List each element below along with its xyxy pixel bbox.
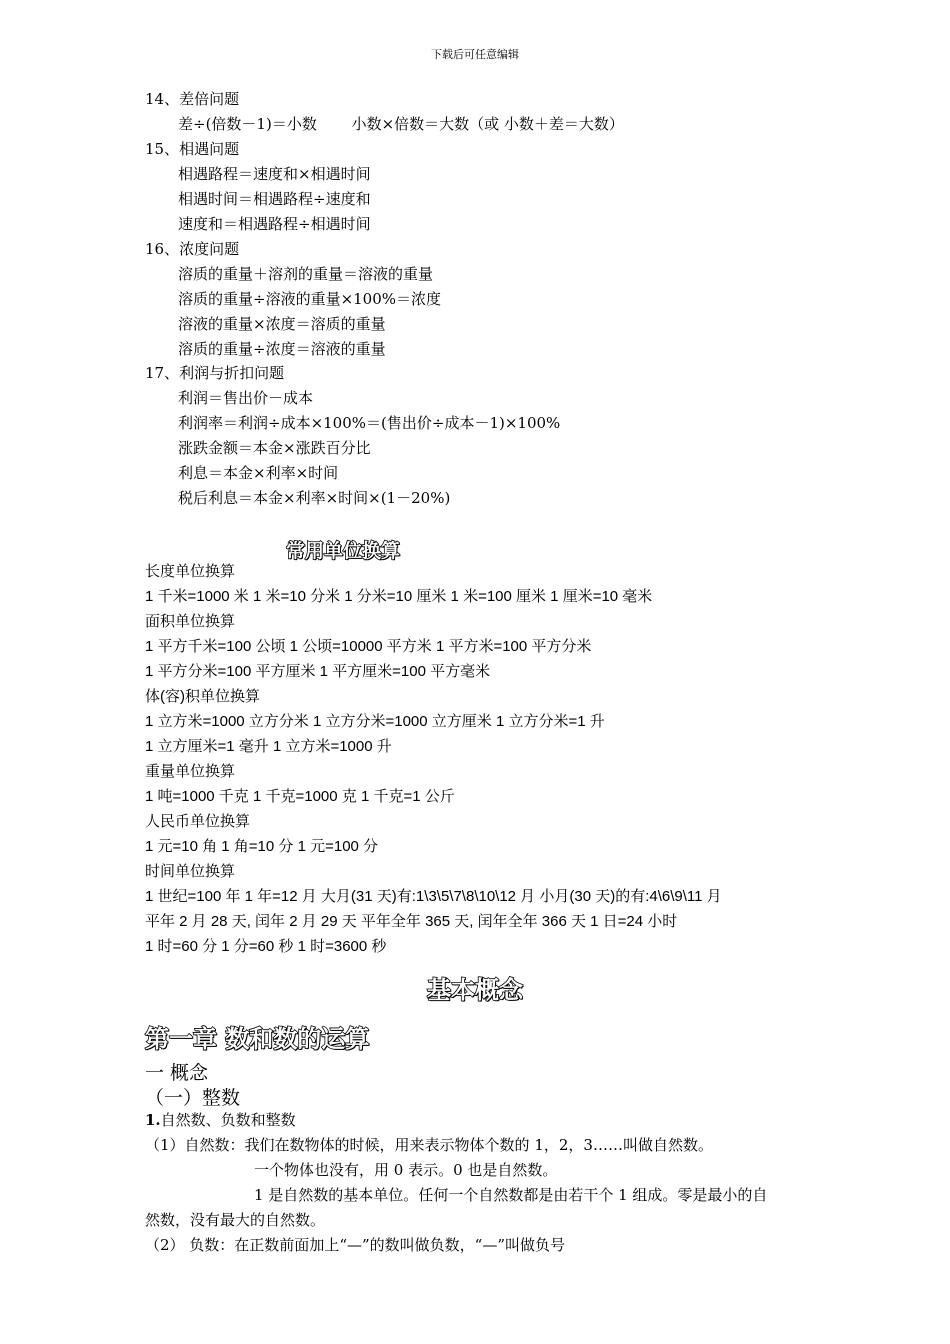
- paragraph-line: （2） 负数：在正数前面加上“—”的数叫做负数，“—”叫做负号: [145, 1236, 565, 1254]
- formula-line: 速度和＝相遇路程÷相遇时间: [178, 215, 371, 233]
- units-section-title: 常用单位换算: [286, 540, 401, 562]
- formula-line: 差÷(倍数－1)＝小数 小数×倍数＝大数（或 小数＋差＝大数）: [178, 115, 624, 133]
- unit-line: 体(容)积单位换算: [145, 688, 260, 705]
- unit-line: 平年 2 月 28 天, 闰年 2 月 29 天 平年全年 365 天, 闰年全年 366 天 1 日=24 小时: [145, 913, 678, 930]
- formula-line: 溶质的重量÷溶液的重量×100%＝浓度: [178, 290, 442, 308]
- paragraph-line: 1 是自然数的基本单位。任何一个自然数都是由若干个 1 组成。零是最小的自: [254, 1186, 768, 1204]
- formula-line: 溶液的重量×浓度＝溶质的重量: [178, 315, 386, 333]
- unit-line: 1 千米=1000 米 1 米=10 分米 1 分米=10 厘米 1 米=100 厘米 1 厘米=10 毫米: [145, 588, 653, 605]
- unit-line: 1 世纪=100 年 1 年=12 月 大月(31 天)有:1\3\5\7\8\10\12 月 小月(30 天)的有:4\6\9\11 月: [145, 888, 722, 905]
- formula-line: 14、差倍问题: [145, 90, 240, 108]
- unit-line: 时间单位换算: [145, 863, 236, 880]
- formula-line: 相遇路程＝速度和×相遇时间: [178, 165, 371, 183]
- formula-line: 16、浓度问题: [145, 240, 240, 258]
- unit-line: 1 平方千米=100 公顷 1 公顷=10000 平方米 1 平方米=100 平方分米: [145, 638, 592, 655]
- formula-line: 利息＝本金×利率×时间: [178, 464, 339, 482]
- page-header-note: 下载后可任意编辑: [431, 48, 519, 61]
- formula-line: 15、相遇问题: [145, 140, 240, 158]
- unit-line: 长度单位换算: [145, 563, 236, 580]
- unit-line: 1 吨=1000 千克 1 千克=1000 克 1 千克=1 公斤: [145, 788, 455, 805]
- formula-line: 利润率＝利润÷成本×100%＝(售出价÷成本－1)×100%: [178, 414, 561, 432]
- unit-line: 面积单位换算: [145, 613, 236, 630]
- unit-line: 人民币单位换算: [145, 813, 251, 830]
- formula-line: 税后利息＝本金×利率×时间×(1－20%): [178, 489, 451, 507]
- formula-line: 涨跌金额＝本金×涨跌百分比: [178, 439, 371, 457]
- concepts-title: 基本概念: [427, 976, 523, 1004]
- unit-line: 1 时=60 分 1 分=60 秒 1 时=3600 秒: [145, 938, 387, 955]
- chapter-title: 第一章 数和数的运算: [145, 1025, 370, 1053]
- paragraph-line: 然数，没有最大的自然数。: [145, 1211, 326, 1229]
- formula-line: 溶质的重量＋溶剂的重量＝溶液的重量: [178, 265, 434, 283]
- formula-line: 利润＝售出价－成本: [178, 389, 314, 407]
- paragraph-line: 一个物体也没有，用 0 表示。0 也是自然数。: [254, 1161, 558, 1179]
- item-title-text: 自然数、负数和整数: [160, 1111, 296, 1129]
- subsection-title: （一）整数: [145, 1087, 241, 1109]
- unit-line: 1 平方分米=100 平方厘米 1 平方厘米=100 平方毫米: [145, 663, 491, 680]
- formula-line: 溶质的重量÷浓度＝溶液的重量: [178, 340, 386, 358]
- unit-line: 重量单位换算: [145, 763, 236, 780]
- item-title: [145, 1110, 296, 1130]
- section-title: 一 概念: [145, 1062, 209, 1084]
- formula-line: 17、利润与折扣问题: [145, 364, 285, 382]
- unit-line: 1 立方厘米=1 毫升 1 立方米=1000 升: [145, 738, 392, 755]
- paragraph-line: （1）自然数：我们在数物体的时候，用来表示物体个数的 1，2，3……叫做自然数。: [145, 1136, 713, 1154]
- unit-line: 1 立方米=1000 立方分米 1 立方分米=1000 立方厘米 1 立方分米=1 升: [145, 713, 605, 730]
- formula-line: 相遇时间＝相遇路程÷速度和: [178, 190, 371, 208]
- item-number: 1.: [145, 1111, 161, 1129]
- unit-line: 1 元=10 角 1 角=10 分 1 元=100 分: [145, 838, 379, 855]
